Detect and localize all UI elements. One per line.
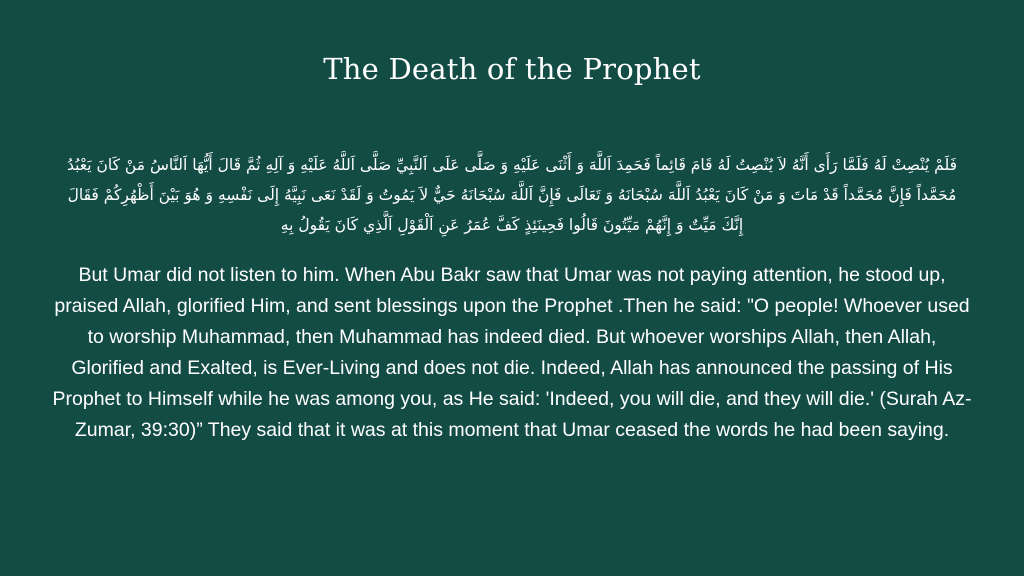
english-translation: But Umar did not listen to him. When Abu Bakr saw that Umar was not paying attention, he stood up, praised Allah, glorified Him, and sent blessings upon the Prophet .Then he said: "O people! Whoever used to worship Muhammad, then Muhammad has indeed died. But whoever worships Allah, then Allah, Glorified and Exalted, is Ever-Living and does not die. Indeed, Allah has announced the passing of His Prophet to Himself while he was among you, as He said: 'Indeed, you will die, and they will die.' (Surah Az-Zumar, 39:30)” They said that it was at this moment that Umar ceased the words he had been saying. bbox=[52, 264, 972, 441]
arabic-passage: فَلَمْ يُنْصِتْ لَهُ فَلَمَّا رَأَى أَنَّهُ لاَ يُنْصِتُ لَهُ قَامَ قَائِماً فَحَمِدَ اَللَّهَ وَ أَثْنَى عَلَيْهِ وَ صَلَّى عَلَى اَلنَّبِيِّ صَلَّى اَللَّهُ عَلَيْهِ وَ آلِهِ ثُمَّ قَالَ أَيُّهَا اَلنَّاسُ مَنْ كَانَ يَعْبُدُ مُحَمَّداً فَإِنَّ مُحَمَّداً قَدْ مَاتَ وَ مَنْ كَانَ يَعْبُدُ اَللَّهَ سُبْحَانَهُ وَ تَعَالَى فَإِنَّ اَللَّهَ سُبْحَانَهُ حَيٌّ لاَ يَمُوتُ وَ لَقَدْ نَعَى نَبِيَّهُ إِلَى نَفْسِهِ وَ هُوَ بَيْنَ أَظْهُرِكُمْ فَقَالَ إِنَّكَ مَيِّتٌ وَ إِنَّهُمْ مَيِّتُونَ قَالُوا فَحِينَئِذٍ كَفَّ عُمَرُ عَنِ اَلْقَوْلِ اَلَّذِي كَانَ يَقُولُ بِهِ bbox=[66, 156, 958, 234]
slide-title: The Death of the Prophet bbox=[323, 52, 701, 86]
